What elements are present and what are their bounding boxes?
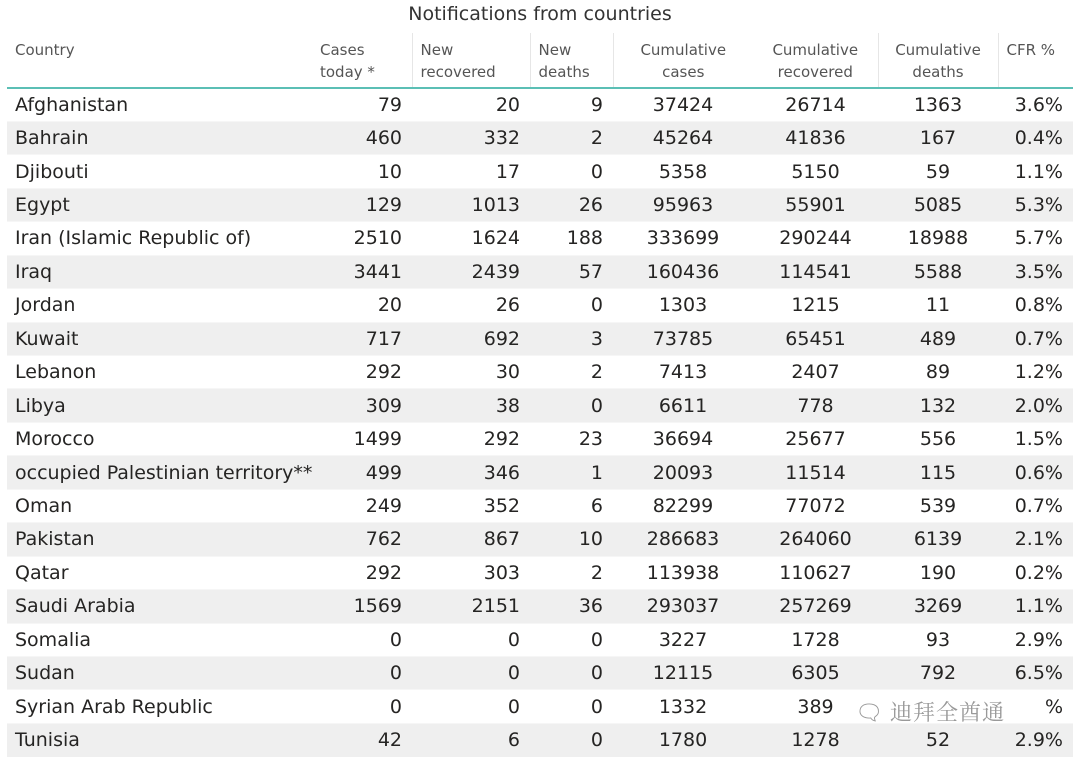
col-header-cumulative-deaths[interactable]: Cumulative deaths <box>878 33 998 88</box>
cell-cfr: 2.9% <box>998 723 1073 756</box>
cell-country: Kuwait <box>7 322 312 355</box>
cell-cfr: 2.1% <box>998 523 1073 556</box>
cell-cases-today: 249 <box>312 489 412 522</box>
cell-cfr: 0.8% <box>998 289 1073 322</box>
cell-cfr: 6.5% <box>998 656 1073 689</box>
cell-cumulative-recovered: 290244 <box>753 222 878 255</box>
cell-cumulative-cases: 1332 <box>613 690 753 723</box>
cell-cumulative-recovered: 26714 <box>753 88 878 121</box>
cell-new-deaths: 26 <box>530 188 613 221</box>
cell-cases-today: 717 <box>312 322 412 355</box>
cell-new-deaths: 10 <box>530 523 613 556</box>
col-header-new-recovered[interactable]: New recovered <box>412 33 530 88</box>
cell-cumulative-recovered: 264060 <box>753 523 878 556</box>
cell-cfr: 3.6% <box>998 88 1073 121</box>
cell-new-recovered: 332 <box>412 121 530 154</box>
cell-cases-today: 460 <box>312 121 412 154</box>
cell-cumulative-deaths: 539 <box>878 489 998 522</box>
cell-cumulative-cases: 6611 <box>613 389 753 422</box>
cell-country: Afghanistan <box>7 88 312 121</box>
cell-cfr: 0.4% <box>998 121 1073 154</box>
cell-cumulative-cases: 82299 <box>613 489 753 522</box>
cell-new-recovered: 303 <box>412 556 530 589</box>
cell-new-recovered: 692 <box>412 322 530 355</box>
cell-country: Morocco <box>7 422 312 455</box>
cell-cases-today: 79 <box>312 88 412 121</box>
cell-new-deaths: 9 <box>530 88 613 121</box>
cell-new-deaths: 2 <box>530 356 613 389</box>
table-row[interactable] <box>7 623 1073 656</box>
table-row[interactable] <box>7 656 1073 689</box>
table-row[interactable] <box>7 523 1073 556</box>
cell-country: Qatar <box>7 556 312 589</box>
cell-new-recovered: 0 <box>412 623 530 656</box>
cell-cumulative-cases: 73785 <box>613 322 753 355</box>
cell-cumulative-recovered: 257269 <box>753 590 878 623</box>
cell-cumulative-deaths: 5588 <box>878 255 998 288</box>
table-row[interactable] <box>7 556 1073 589</box>
cell-new-deaths: 6 <box>530 489 613 522</box>
cell-cumulative-cases: 1303 <box>613 289 753 322</box>
cell-new-recovered: 2151 <box>412 590 530 623</box>
cell-cumulative-cases: 3227 <box>613 623 753 656</box>
cell-cumulative-recovered: 2407 <box>753 356 878 389</box>
cell-cumulative-deaths: 6139 <box>878 523 998 556</box>
cell-cases-today: 42 <box>312 723 412 756</box>
cell-new-deaths: 0 <box>530 723 613 756</box>
cell-new-recovered: 0 <box>412 656 530 689</box>
cell-cases-today: 10 <box>312 155 412 188</box>
cell-cases-today: 0 <box>312 623 412 656</box>
table-row[interactable] <box>7 422 1073 455</box>
cell-cfr: 0.2% <box>998 556 1073 589</box>
cell-cumulative-cases: 20093 <box>613 456 753 489</box>
cell-cases-today: 129 <box>312 188 412 221</box>
table-row[interactable] <box>7 389 1073 422</box>
cell-cumulative-deaths: 3269 <box>878 590 998 623</box>
cell-new-deaths: 3 <box>530 322 613 355</box>
cell-country: Djibouti <box>7 155 312 188</box>
wechat-icon: 🗨 <box>855 701 884 726</box>
cell-country: occupied Palestinian territory** <box>7 456 312 489</box>
cell-new-recovered: 352 <box>412 489 530 522</box>
cell-new-recovered: 346 <box>412 456 530 489</box>
table-row[interactable] <box>7 121 1073 154</box>
cell-cumulative-recovered: 41836 <box>753 121 878 154</box>
table-row[interactable] <box>7 155 1073 188</box>
cell-new-recovered: 2439 <box>412 255 530 288</box>
cell-cumulative-deaths: 11 <box>878 289 998 322</box>
cell-cumulative-recovered: 1728 <box>753 623 878 656</box>
table-row[interactable] <box>7 289 1073 322</box>
cell-new-recovered: 30 <box>412 356 530 389</box>
col-header-cumulative-cases[interactable]: Cumulative cases <box>613 33 753 88</box>
cell-cumulative-recovered: 25677 <box>753 422 878 455</box>
cell-new-deaths: 0 <box>530 623 613 656</box>
cell-new-recovered: 292 <box>412 422 530 455</box>
cell-new-recovered: 17 <box>412 155 530 188</box>
cell-cumulative-cases: 293037 <box>613 590 753 623</box>
cell-cumulative-cases: 160436 <box>613 255 753 288</box>
cell-country: Iraq <box>7 255 312 288</box>
table-row[interactable] <box>7 88 1073 121</box>
cell-cfr: % <box>998 690 1073 723</box>
cell-cumulative-recovered: 1278 <box>753 723 878 756</box>
cell-cumulative-recovered: 65451 <box>753 322 878 355</box>
watermark: 🗨 迪拜全酋通 <box>855 701 1005 726</box>
cell-cumulative-cases: 95963 <box>613 188 753 221</box>
cell-new-deaths: 2 <box>530 556 613 589</box>
cell-new-recovered: 1013 <box>412 188 530 221</box>
cell-cumulative-cases: 37424 <box>613 88 753 121</box>
cell-country: Somalia <box>7 623 312 656</box>
cell-cumulative-deaths: 190 <box>878 556 998 589</box>
cell-cumulative-recovered: 5150 <box>753 155 878 188</box>
cell-cumulative-recovered: 1215 <box>753 289 878 322</box>
cell-cumulative-cases: 5358 <box>613 155 753 188</box>
cell-cumulative-cases: 45264 <box>613 121 753 154</box>
cell-cases-today: 499 <box>312 456 412 489</box>
cell-cumulative-deaths: 5085 <box>878 188 998 221</box>
table-row[interactable] <box>7 590 1073 623</box>
cell-cases-today: 3441 <box>312 255 412 288</box>
cell-cumulative-recovered: 6305 <box>753 656 878 689</box>
cell-country: Syrian Arab Republic <box>7 690 312 723</box>
cell-new-deaths: 0 <box>530 155 613 188</box>
cell-new-recovered: 26 <box>412 289 530 322</box>
cell-country: Pakistan <box>7 523 312 556</box>
cell-cumulative-cases: 333699 <box>613 222 753 255</box>
col-header-new-deaths[interactable]: New deaths <box>530 33 613 88</box>
cell-country: Saudi Arabia <box>7 590 312 623</box>
cell-new-recovered: 20 <box>412 88 530 121</box>
cell-cases-today: 292 <box>312 556 412 589</box>
cell-cumulative-deaths: 59 <box>878 155 998 188</box>
cell-cfr: 0.6% <box>998 456 1073 489</box>
cell-new-recovered: 0 <box>412 690 530 723</box>
cell-cases-today: 20 <box>312 289 412 322</box>
table-row[interactable] <box>7 456 1073 489</box>
cell-cumulative-recovered: 778 <box>753 389 878 422</box>
cell-country: Libya <box>7 389 312 422</box>
cell-cfr: 1.1% <box>998 590 1073 623</box>
table-row[interactable] <box>7 322 1073 355</box>
cell-cumulative-recovered: 389 <box>753 690 878 723</box>
cell-new-deaths: 2 <box>530 121 613 154</box>
cell-cumulative-deaths: 132 <box>878 389 998 422</box>
col-header-cumulative-recovered[interactable]: Cumulative recovered <box>772 41 859 81</box>
cell-new-deaths: 1 <box>530 456 613 489</box>
table-row[interactable] <box>7 188 1073 221</box>
cell-cfr: 0.7% <box>998 322 1073 355</box>
cell-new-deaths: 188 <box>530 222 613 255</box>
cell-cases-today: 0 <box>312 656 412 689</box>
table-row[interactable] <box>7 356 1073 389</box>
cell-new-deaths: 0 <box>530 389 613 422</box>
cell-new-recovered: 1624 <box>412 222 530 255</box>
cell-cases-today: 1569 <box>312 590 412 623</box>
cell-cumulative-deaths: 556 <box>878 422 998 455</box>
cell-cases-today: 292 <box>312 356 412 389</box>
cell-cumulative-recovered: 110627 <box>753 556 878 589</box>
table-row[interactable] <box>7 489 1073 522</box>
cell-cumulative-recovered: 77072 <box>753 489 878 522</box>
cell-country: Lebanon <box>7 356 312 389</box>
table-row[interactable] <box>7 255 1073 288</box>
cell-cases-today: 0 <box>312 690 412 723</box>
table-row[interactable] <box>7 723 1073 756</box>
cell-country: Tunisia <box>7 723 312 756</box>
cell-cumulative-deaths: 792 <box>878 656 998 689</box>
cell-cfr: 1.1% <box>998 155 1073 188</box>
cell-cases-today: 309 <box>312 389 412 422</box>
cell-cfr: 2.9% <box>998 623 1073 656</box>
cell-cumulative-deaths: 18988 <box>878 222 998 255</box>
cell-cases-today: 762 <box>312 523 412 556</box>
cell-cfr: 5.7% <box>998 222 1073 255</box>
cell-cfr: 1.5% <box>998 422 1073 455</box>
cell-country: Sudan <box>7 656 312 689</box>
cell-cumulative-recovered: 114541 <box>753 255 878 288</box>
cell-new-recovered: 38 <box>412 389 530 422</box>
cell-cumulative-recovered: 55901 <box>753 188 878 221</box>
cell-cumulative-cases: 1780 <box>613 723 753 756</box>
cell-cfr: 1.2% <box>998 356 1073 389</box>
col-header-cfr[interactable]: CFR % <box>998 33 1073 88</box>
cell-cumulative-deaths: 1363 <box>878 88 998 121</box>
cell-cumulative-deaths: 167 <box>878 121 998 154</box>
cell-new-deaths: 0 <box>530 690 613 723</box>
cell-new-recovered: 867 <box>412 523 530 556</box>
cell-cases-today: 1499 <box>312 422 412 455</box>
cell-cumulative-cases: 7413 <box>613 356 753 389</box>
cell-cumulative-deaths: 52 <box>878 723 998 756</box>
cell-new-deaths: 57 <box>530 255 613 288</box>
cell-new-deaths: 23 <box>530 422 613 455</box>
cell-cfr: 2.0% <box>998 389 1073 422</box>
cell-country: Egypt <box>7 188 312 221</box>
table-row[interactable] <box>7 222 1073 255</box>
cell-new-deaths: 0 <box>530 656 613 689</box>
table-title: Notifications from countries <box>408 3 672 25</box>
cell-new-recovered: 6 <box>412 723 530 756</box>
cell-cumulative-recovered: 11514 <box>753 456 878 489</box>
col-header-country[interactable]: Country <box>15 41 75 59</box>
cell-country: Bahrain <box>7 121 312 154</box>
cell-country: Oman <box>7 489 312 522</box>
cell-country: Jordan <box>7 289 312 322</box>
cell-country: Iran (Islamic Republic of) <box>7 222 312 255</box>
cell-cumulative-deaths: 115 <box>878 456 998 489</box>
cell-cumulative-deaths: 89 <box>878 356 998 389</box>
cell-cases-today: 2510 <box>312 222 412 255</box>
cell-cumulative-deaths: 93 <box>878 623 998 656</box>
col-header-cases-today[interactable]: Cases today * <box>320 41 375 81</box>
cell-cumulative-cases: 286683 <box>613 523 753 556</box>
cell-cfr: 3.5% <box>998 255 1073 288</box>
cell-cumulative-cases: 36694 <box>613 422 753 455</box>
cell-cfr: 0.7% <box>998 489 1073 522</box>
cell-cfr: 5.3% <box>998 188 1073 221</box>
table-body <box>7 88 1073 757</box>
cell-cumulative-cases: 113938 <box>613 556 753 589</box>
country-notifications-table <box>7 33 1073 757</box>
cell-new-deaths: 0 <box>530 289 613 322</box>
header-row <box>7 33 1073 88</box>
cell-new-deaths: 36 <box>530 590 613 623</box>
cell-cumulative-deaths: 489 <box>878 322 998 355</box>
cell-cumulative-cases: 12115 <box>613 656 753 689</box>
